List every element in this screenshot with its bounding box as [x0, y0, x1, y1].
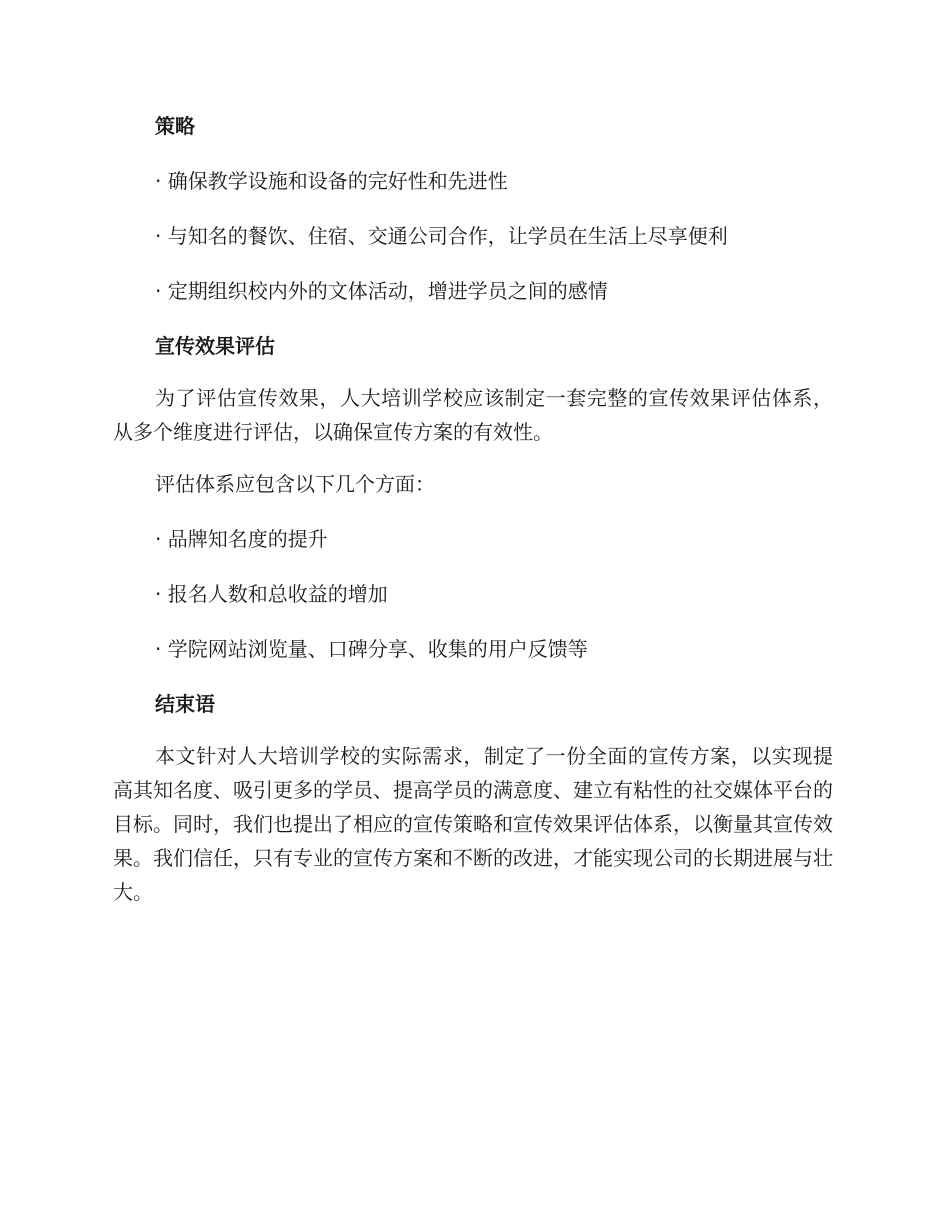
section-heading-evaluation: 宣传效果评估: [155, 334, 275, 358]
list-item: · 定期组织校内外的文体活动，增进学员之间的感情: [155, 279, 608, 303]
list-item: · 报名人数和总收益的增加: [155, 582, 388, 606]
list-item: · 与知名的餐饮、住宿、交通公司合作，让学员在生活上尽享便利: [155, 224, 728, 248]
list-item: · 品牌知名度的提升: [155, 527, 328, 551]
list-item: · 确保教学设施和设备的完好性和先进性: [155, 169, 508, 193]
conclusion-paragraph: 本文针对人大培训学校的实际需求，制定了一份全面的宣传方案，以实现提高其知名度、吸引更多的学员、提高学员的满意度、建立有粘性的社交媒体平台的目标。同时，我们也提出了相应的宣传策略和宣传效果评估体系，以衡量其宣传效果。我们信任，只有专业的宣传方案和不断的改进，才能实现公司的长期进展与壮大。: [113, 744, 833, 904]
section-heading-conclusion: 结束语: [155, 692, 215, 716]
evaluation-intro: 评估体系应包含以下几个方面：: [155, 472, 435, 496]
section-heading-strategy: 策略: [155, 114, 195, 138]
document-content: [113, 106, 833, 924]
list-item: · 学院网站浏览量、口碑分享、收集的用户反馈等: [155, 637, 588, 661]
evaluation-paragraph: 为了评估宣传效果，人大培训学校应该制定一套完整的宣传效果评估体系，从多个维度进行评估，以确保宣传方案的有效性。: [113, 386, 833, 444]
